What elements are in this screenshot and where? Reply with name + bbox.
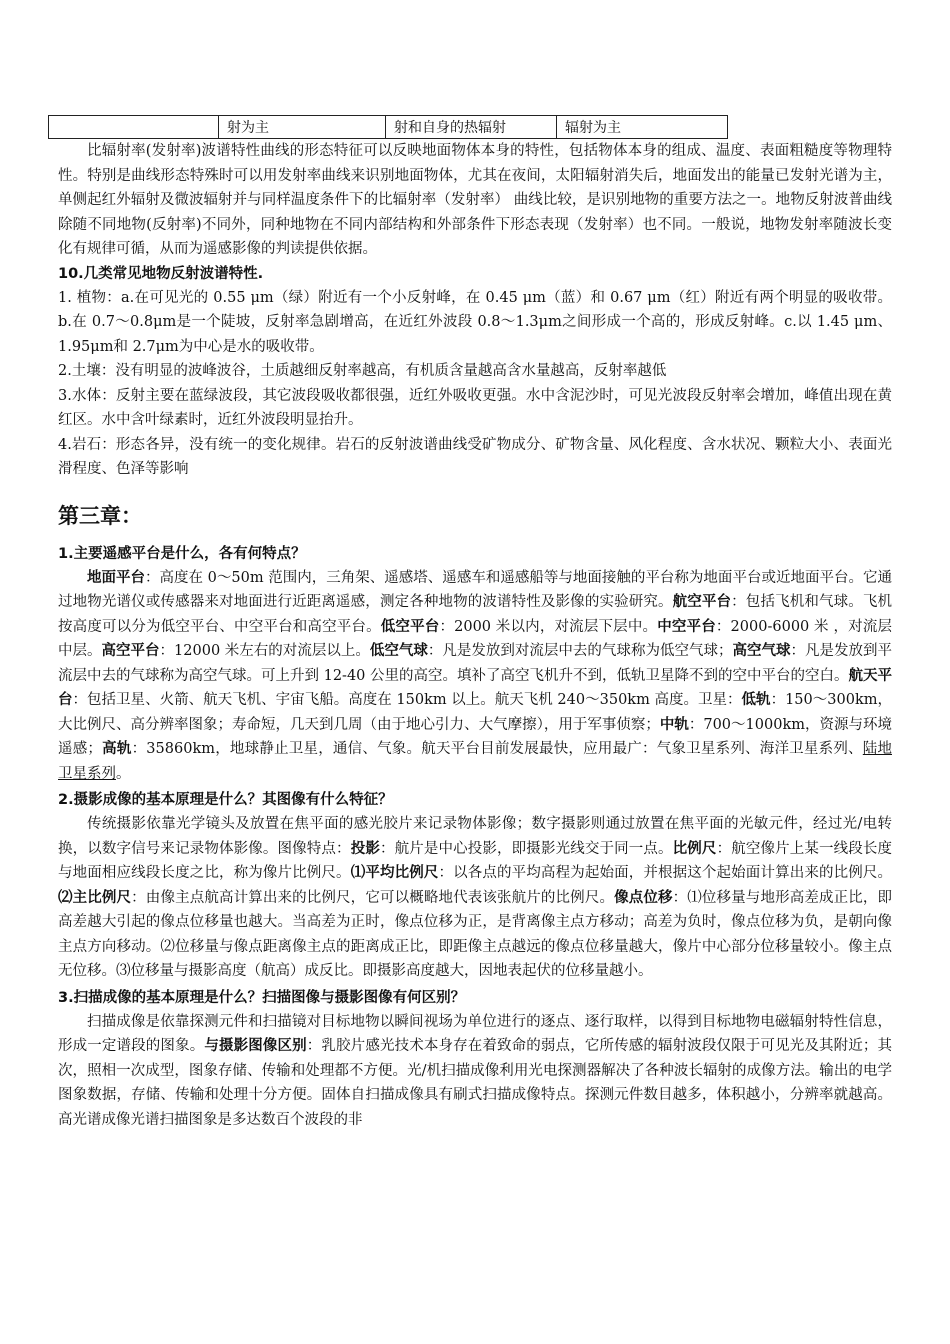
- document-page: [58, 115, 892, 1132]
- table-cell: 射和自身的热辐射: [386, 116, 557, 139]
- term: 高轨: [101, 741, 132, 757]
- term: 比例尺: [672, 840, 717, 857]
- table-cell: 射为主: [219, 116, 386, 139]
- term: 低空气球: [369, 643, 428, 659]
- term: 航空平台: [672, 594, 732, 610]
- term: ⑵主比例尺: [58, 889, 132, 906]
- term: 中轨: [659, 716, 689, 733]
- paragraph-photography: 传统摄影依靠光学镜头及放置在焦平面的感光胶片来记录物体影像；数字摄影则通过放置在焦平面的光敏元件，经过光/电转换，以数字信号来记录物体影像。图像特点：投影：航片是中心投影，即摄影光线交于同一点。比例尺：航空像片上某一线段长度与地面相应线段长度之比，称为像片比例尺。⑴平均比例尺：以各点的平均高程为起始面，并根据这个起始面计算出来的比例尺。 ⑵主比例尺：由像主点航高计算出来的比例尺，它可以概略地代表该张航片的比例尺。像点位移：⑴位移量与地形高差成正比，即高差越大引起的像点位移量也越大。当高差为正时，像点位移为正，是背离像主点方移动；高差为负时，像点位移为负，是朝向像主点方向移动。⑵位移量与像点距离像主点的距离成正比，即距像主点越远的像点位移量越大，像片中心部分位移量较小。像主点无位移。⑶位移量与摄影高度（航高）成反比。即摄影高度越大，因地表起伏的位移量越小。: [58, 816, 893, 979]
- term: 低空平台: [380, 618, 440, 635]
- term: ⑴平均比例尺: [350, 865, 439, 881]
- term: 像点位移: [614, 889, 673, 906]
- paragraph-scanning: 扫描成像是依靠探测元件和扫描镜对目标地物以瞬间视场为单位进行的逐点、逐行取样，以得到目标地物电磁辐射特性信息，形成一定谱段的图象。与摄影图像区别：乳胶片感光技术本身存在着致命的弱点，它所传感的辐射波段仅限于可见光及其附近；其次，照相一次成型，图象存储、传输和处理都不方便。光/机扫描成像利用光电探测器解决了各种波长辐射的成像方法。输出的电学图象数据，存储、传输和处理十分方便。固体自扫描成像具有刷式扫描成像特点。探测元件数目越多，体积越小，分辨率就越高。高光谱成像光谱扫描图象是多达数百个波段的非: [58, 1013, 893, 1128]
- term: 地面平台: [87, 569, 146, 586]
- paragraph-platforms: 地面平台：高度在 0～50m 范围内，三角架、遥感塔、遥感车和遥感船等与地面接触的平台称为地面平台或近地面平台。它通过地物光谱仪或传感器来对地面进行近距离遥感，测定各种地物的波谱特性及影像的实验研究。航空平台：包括飞机和气球。飞机按高度可以分为低空平台、中空平台和高空平台。低空平台：2000 米以内，对流层下层中。中空平台：2000-6000 米 ，对流层中层。高空平台：12000 米左右的对流层以上。低空气球：凡是发放到对流层中去的气球称为低空气球；高空气球：凡是发放到平流层中去的气球称为高空气球。可上升到 12-40 公里的高空。填补了高空飞机升不到，低轨卫星降不到的空中平台的空白。航天平台：包括卫星、火箭、航天飞机、宇宙飞船。高度在 150km 以上。航天飞机 240～350km 高度。卫星：低轨：150～300km，大比例尺、高分辨率图象；寿命短，几天到几周（由于地心引力、大气摩擦），用于军事侦察；中轨：700～1000km，资源与环境遥感；高轨：35860km，地球静止卫星，通信、气象。航天平台目前发展最快，应用最广：气象卫星系列、海洋卫星系列、陆地卫星系列。: [58, 569, 893, 782]
- term: 低轨: [741, 692, 771, 708]
- term: 高空气球: [732, 643, 791, 659]
- underlined-link-text: 陆地卫星系列: [58, 741, 892, 782]
- list-item: 2.土壤：没有明显的波峰波谷，土质越细反射率越高，有机质含量越高含水量越高，反射率越低: [58, 363, 667, 379]
- table-fragment: [48, 115, 728, 139]
- term: 高空平台: [101, 643, 160, 659]
- question-heading-1: 1.主要遥感平台是什么，各有何特点？: [58, 545, 306, 562]
- table-row: [49, 116, 728, 139]
- paragraph-emissivity: 比辐射率(发射率)波谱特性曲线的形态特征可以反映地面物体本身的特性，包括物体本身的组成、温度、表面粗糙度等物理特性。特别是曲线形态特殊时可以用发射率曲线来识别地面物体，尤其在夜间，太阳辐射消失后，地面发出的能量已发射光谱为主，单侧起红外辐射及微波辐射并与同样温度条件下的比辐射率（发射率） 曲线比较，是识别地物的重要方法之一。地物反射波普曲线除随不同地物(反射率)不同外，同种地物在不同内部结构和外部条件下形态表现（发射率）也不同。一般说，地物发射率随波长变化有规律可循，从而为遥感影像的判读提供依据。: [58, 143, 892, 257]
- list-item: 1. 植物：a.在可见光的 0.55 μm（绿）附近有一个小反射峰，在 0.45 μm（蓝）和 0.67 μm（红）附近有两个明显的吸收带。b.在 0.7～0.8μm是一个陡坡，反射率急剧增高，在近红外波段 0.8～1.3μm之间形成一个高的，形成反射峰。c.以 1.45 μm、1.95μm和 2.7μm为中心是水的吸收带。: [58, 289, 892, 355]
- chapter-title: 第三章：: [58, 503, 142, 528]
- term: 投影: [350, 840, 380, 857]
- question-heading-2: 2.摄影成像的基本原理是什么？其图像有什么特征？: [58, 792, 393, 808]
- section-heading-10: 10.几类常见地物反射波谱特性.: [58, 265, 264, 282]
- list-item: 4.岩石：形态各异，没有统一的变化规律。岩石的反射波谱曲线受矿物成分、矿物含量、风化程度、含水状况、颗粒大小、表面光滑程度、色泽等影响: [58, 436, 892, 477]
- table-cell: [49, 116, 219, 139]
- term: 中空平台: [657, 618, 716, 635]
- term: 航天平台: [58, 667, 893, 708]
- list-item: 3.水体：反射主要在蓝绿波段，其它波段吸收都很强，近红外吸收更强。水中含泥沙时，可见光波段反射率会增加，峰值出现在黄红区。水中含叶绿素时，近红外波段明显抬升。: [58, 387, 892, 428]
- term: 与摄影图像区别: [204, 1038, 307, 1054]
- question-heading-3: 3.扫描成像的基本原理是什么？扫描图像与摄影图像有何区别？: [58, 989, 466, 1006]
- table-cell: 辐射为主: [557, 116, 728, 139]
